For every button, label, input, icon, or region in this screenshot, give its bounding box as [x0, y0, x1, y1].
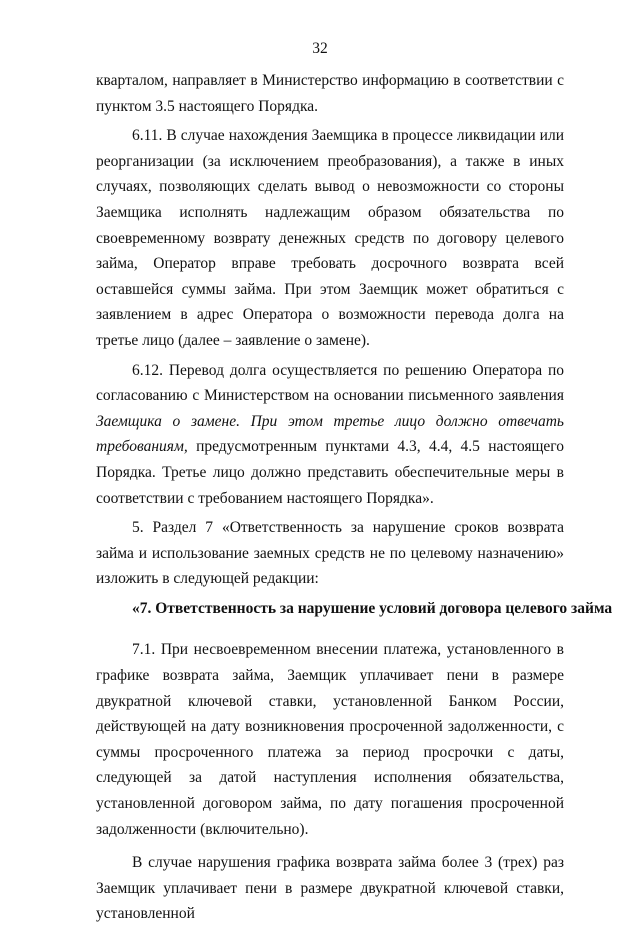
paragraph-6-12-end: предусмотренным пунктами 4.3, 4.4, 4.5 настоящего Порядка. Третье лицо должно представить обеспечительные меры в соответствии с требованием настоящего Порядка».	[96, 438, 564, 507]
paragraph-6-11: 6.11. В случае нахождения Заемщика в процессе ликвидации или реорганизации (за исключением преобразования), а также в иных случаях, позволяющих сделать вывод о невозможности со стороны Заемщика исполнять надлежащим образом обязательства по своевременному возврату денежных средств по договору целевого займа, Оператор вправе требовать досрочного возврата всей оставшейся суммы займа. При этом Заемщик может обратиться с заявлением в адрес Оператора о возможности перевода долга на третье лицо (далее – заявление о замене).	[96, 127, 564, 349]
paragraph-continuation: кварталом, направляет в Министерство информацию в соответствии с пунктом 3.5 настоящего Порядка.	[96, 72, 564, 115]
paragraph-6-12	[96, 358, 564, 512]
section-7-heading: «7. Ответственность за нарушение условий договора целевого займа	[132, 599, 613, 617]
page-number: 32	[312, 40, 328, 57]
document-body	[96, 68, 613, 927]
paragraph-7-1: 7.1. При несвоевременном внесении платежа, установленного в графике возврата займа, Заемщик уплачивает пени в размере двукратной ключевой ставки, установленной Банком России, действующей на дату возникновения просроченной задолженности, с суммы просроченного платежа за период просрочки с даты, следующей за датой наступления исполнения обязательства, установленной договором займа, по дату погашения просроченной задолженности (включительно).	[96, 641, 564, 838]
paragraph-schedule-violation: В случае нарушения графика возврата займа более 3 (трех) раз Заемщик уплачивает пени в размере двукратной ключевой ставки, установленной	[96, 854, 564, 923]
paragraph-6-12-italic: Заемщика о замене. При этом третье лицо должно отвечать требованиям,	[96, 412, 564, 456]
paragraph-6-12-start: 6.12. Перевод долга осуществляется по решению Оператора по согласованию с Министерством на основании письменного заявления	[96, 361, 564, 405]
paragraph-section-5: 5. Раздел 7 «Ответственность за нарушение сроков возврата займа и использование заемных средств не по целевому назначению» изложить в следующей редакции:	[96, 519, 564, 588]
